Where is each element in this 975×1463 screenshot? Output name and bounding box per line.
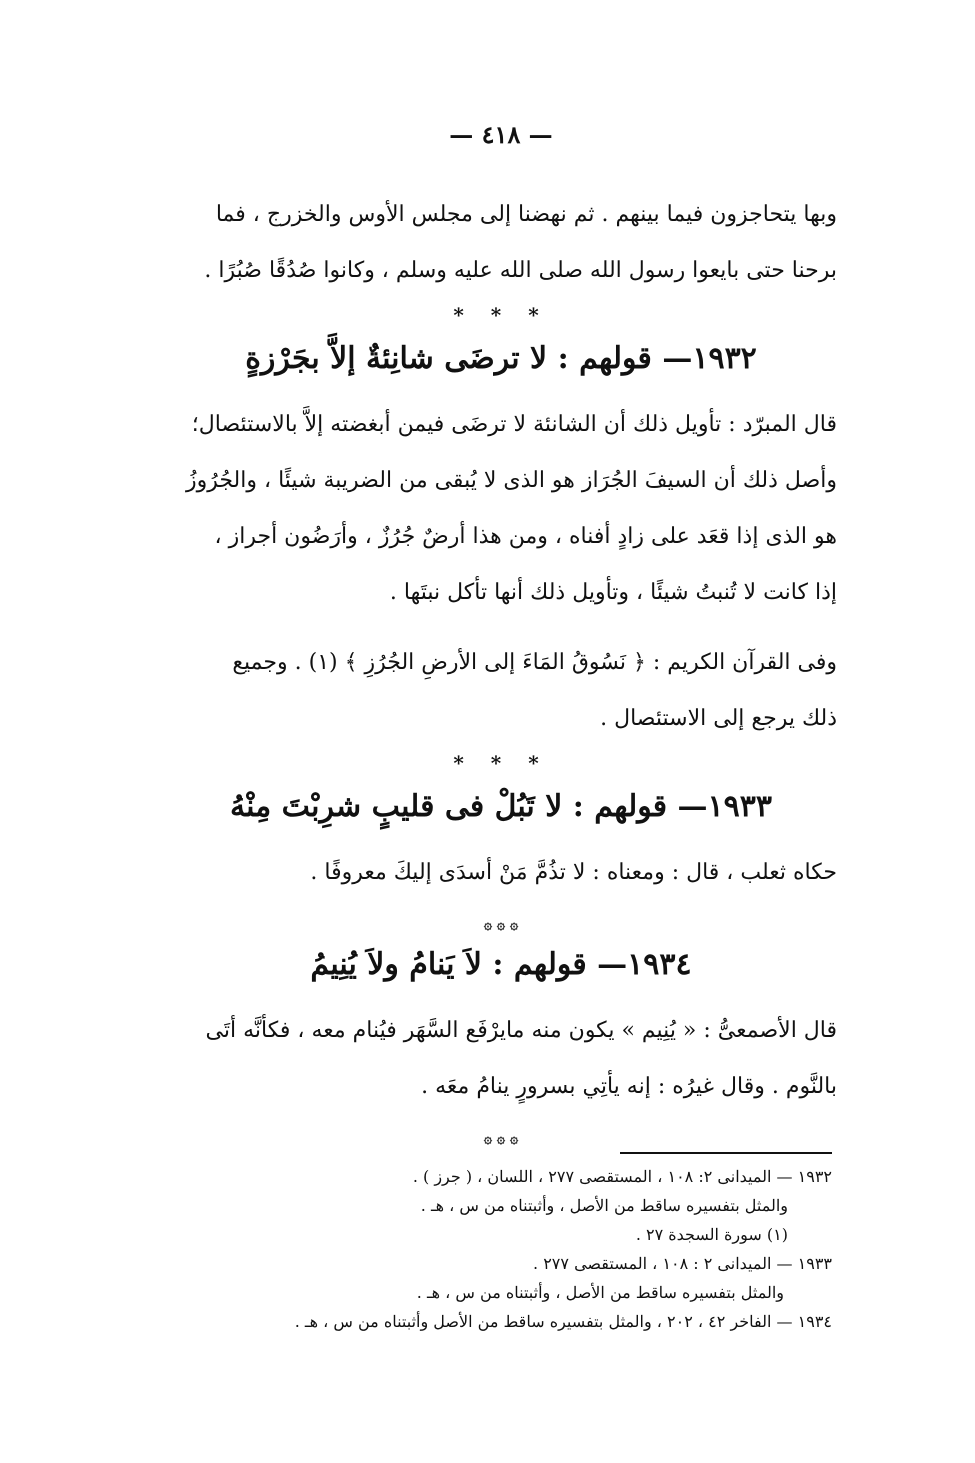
section-separator: * * * [453, 303, 549, 327]
proverb-1932-line-1: قال المبرّد : تأويل ذلك أن الشانئة لا ترضَى فيمن أبغضته إلاَّ بالاستئصال؛ [191, 412, 837, 437]
proverb-heading-1933: ١٩٣٣— قولهم : لا تَبُلْ فى قليبٍ شرِبْتَ مِنْهُ [230, 789, 772, 824]
proverb-1932-line-5: وفى القرآن الكريم : ﴿ نَسُوقُ المَاءَ إلى الأرضِ الجُرُزِ ﴾ (١) . وجميع [232, 650, 837, 675]
intro-line-2: برحنا حتى بايعوا رسول الله صلى الله عليه وسلم ، وكانوا صُدُقًا صُبُرًا . [204, 258, 837, 283]
footnote-1932-note: والمثل بتفسيره ساقط من الأصل ، وأثبتناه من س ، هـ . [420, 1196, 788, 1215]
section-separator: ۞ ۞ ۞ [483, 1131, 519, 1147]
page-body [165, 120, 837, 1153]
proverb-1934-line-1: قال الأصمعىُّ : « يُنِيم » يكون منه مايرْفَع السَّهَر فيُنام معه ، فكأنَّه أتَى [205, 1018, 837, 1043]
footnotes [170, 1162, 832, 1336]
footnote-divider [620, 1152, 832, 1154]
proverb-1934-line-2: بالنَّوم . وقال غيرُه : إنه يأتِي بسرورٍ ينامُ معَه . [421, 1074, 837, 1099]
intro-line-1: وبها يتحاجزون فيما بينهم . ثم نهضنا إلى مجلس الأوس والخزرج ، فما [215, 202, 837, 227]
proverb-1932-line-6: ذلك يرجع إلى الاستئصال . [600, 706, 837, 731]
footnote-1933: ١٩٣٣ — الميدانى ٢ : ١٠٨ ، المستقصى ٢٧٧ . [533, 1254, 832, 1273]
section-separator: * * * [453, 751, 549, 775]
footnote-1934: ١٩٣٤ — الفاخر ٤٢ ، ٢٠٢ ، والمثل بتفسيره ساقط من الأصل وأثبتناه من س ، هـ . [294, 1312, 832, 1331]
proverb-heading-1934: ١٩٣٤— قولهم : لاَ يَنامُ ولاَ يُنِيمُ [310, 947, 692, 982]
proverb-1932-line-4: إذا كانت لا تُنبتُ شيئًا ، وتأويل ذلك أنها تأكل نبتَها . [389, 580, 837, 605]
footnote-1933-note: والمثل بتفسيره ساقط من الأصل ، وأثبتناه من س ، هـ . [416, 1283, 784, 1302]
proverb-1932-line-3: هو الذى إذا قعَد على زادٍ أفناه ، ومن هذا أرضٌ جُرُزٌ ، وأرَضُون أجراز ، [214, 524, 837, 549]
section-separator: ۞ ۞ ۞ [483, 917, 519, 933]
footnote-quran-ref: (١) سورة السجدة ٢٧ . [635, 1225, 788, 1244]
proverb-heading-1932: ١٩٣٢— قولهم : لا ترضَى شانِئةٌ إلاَّ بجَرْزةٍ [245, 341, 757, 376]
page-number: — ٤١٨ — [449, 120, 553, 149]
proverb-1933-line-1: حكاه ثعلب ، قال : ومعناه : لا تذُمَّ مَنْ أسدَى إليكَ معروفًا . [310, 860, 837, 885]
proverb-1932-line-2: وأصل ذلك أن السيفَ الجُرَاز هو الذى لا يُبقى من الضريبة شيئًا ، والجُرُوزُ [185, 468, 837, 493]
footnote-1932: ١٩٣٢ — الميدانى ٢: ١٠٨ ، المستقصى ٢٧٧ ، اللسان ، ( جرز ) . [412, 1167, 832, 1186]
